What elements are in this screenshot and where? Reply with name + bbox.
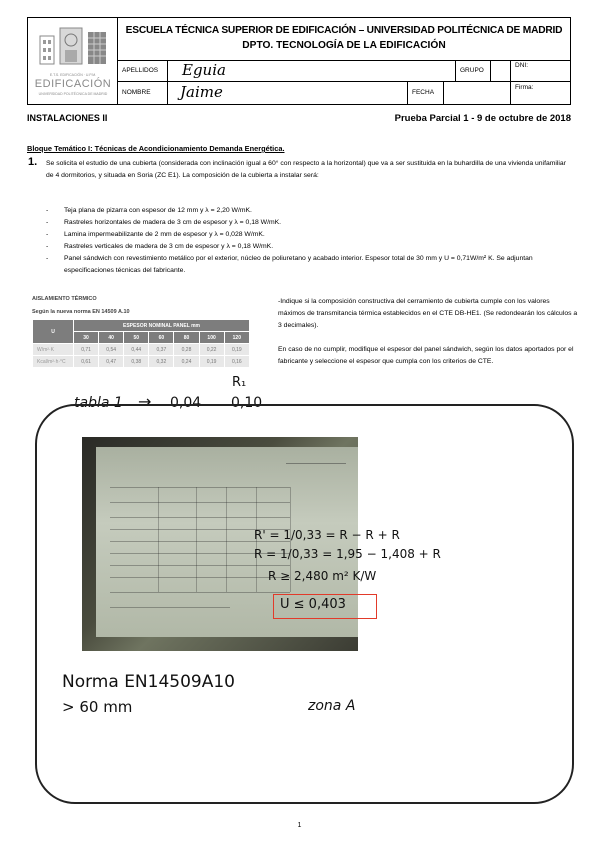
apellidos-field[interactable]	[168, 60, 456, 81]
table-cell: 0,22	[199, 344, 224, 356]
exam-header	[27, 17, 571, 105]
table-u-header: U	[33, 320, 74, 344]
department-title: DPTO. TECNOLOGÍA DE LA EDIFICACIÓN	[242, 40, 446, 51]
school-title: ESCUELA TÉCNICA SUPERIOR DE EDIFICACIÓN – UNIVERSIDAD POLITÉCNICA DE MADRID	[125, 25, 563, 36]
table-row	[33, 344, 250, 356]
handwritten-equation-1: R' = 1/0,33 = R − R + R	[254, 528, 400, 542]
instruction-part-1: -Indique si la composición constructiva del cerramiento de cubierta cumple con los valores máximos de transmitancia térmica establecidos en el CTE DB-HE1. (Se redondearán los cálculos a 3 decimales).	[278, 298, 578, 329]
table-cell: 0,37	[149, 344, 174, 356]
table-cell: 0,24	[174, 356, 199, 368]
logo-caption: E.T.S. EDIFICACIÓN · U.P.M.	[49, 73, 97, 77]
grupo-label: GRUPO	[460, 67, 484, 74]
nombre-value: Jaime	[180, 83, 223, 101]
list-item: - Teja plana de pizarra con espesor de 12 mm y λ = 2,20 W/mK.	[46, 205, 576, 217]
table-cell: 0,19	[199, 356, 224, 368]
question-text: Se solicita el estudio de una cubierta (considerada con inclinación igual a 60° con respecto a la horizontal) que va a ser sustituida en la buhardilla de una vivienda unifamiliar de 4 dormitorios, y situada en Soria (ZC E1). La composición de la cubierta a instalar será:	[46, 160, 566, 179]
nombre-field[interactable]	[168, 82, 408, 104]
fecha-label: FECHA	[412, 89, 435, 96]
instruction-part-2: En caso de no cumplir, modifique el espesor del panel sándwich, según los datos aportados por el fabricante y seleccione el espesor que cumpla con los criterios de CTE.	[278, 346, 574, 365]
header-row-nombre	[118, 82, 570, 104]
table-title: AISLAMIENTO TÉRMICO	[32, 296, 97, 302]
grupo-field[interactable]	[491, 60, 511, 81]
table-col-header: 50	[124, 332, 149, 344]
header-title-area	[118, 18, 570, 61]
page-number: 1	[297, 822, 302, 829]
logo-wordmark: EDIFICACIÓN	[34, 78, 112, 90]
apellidos-label: APELLIDOS	[122, 67, 159, 74]
handwritten-equation-3: R ≥ 2,480 m² K/W	[268, 569, 377, 583]
table-col-header: 40	[99, 332, 124, 344]
nombre-label-cell	[118, 82, 168, 104]
table-col-header: 30	[74, 332, 99, 344]
school-logo	[28, 18, 118, 104]
handwritten-zona: zona A	[308, 698, 356, 714]
firma-field[interactable]	[511, 82, 571, 104]
handwritten-value-1: 0,04	[170, 395, 202, 411]
table-cell: 0,32	[149, 356, 174, 368]
handwritten-answer: U ≤ 0,403	[280, 597, 346, 612]
table-col-header: 120	[224, 332, 249, 344]
apellidos-label-cell	[118, 60, 168, 81]
fecha-label-cell	[408, 82, 444, 104]
handwritten-thickness: > 60 mm	[62, 698, 133, 716]
dni-field[interactable]	[511, 60, 571, 81]
list-item: - Rastreles horizontales de madera de 3 cm de espesor y λ = 0,18 W/mK.	[46, 217, 576, 229]
header-row-apellidos	[118, 60, 570, 82]
handwritten-tabla: tabla 1	[74, 395, 123, 411]
handwritten-r-label: R₁	[232, 375, 247, 390]
table-row	[33, 356, 250, 368]
table-cell: 0,38	[124, 356, 149, 368]
list-item: - Rastreles verticales de madera de 3 cm de espesor y λ = 0,18 W/mK.	[46, 241, 576, 253]
exam-title: Prueba Parcial 1 - 9 de octubre de 2018	[394, 113, 571, 124]
building-logo-icon	[38, 26, 108, 66]
table-col-header: 80	[174, 332, 199, 344]
apellidos-value: Eguia	[182, 61, 226, 79]
grupo-label-cell	[456, 60, 491, 81]
table-row-label: Kcal/m²·h·°C	[33, 356, 74, 368]
table-row-label: W/m²·K	[33, 344, 74, 356]
table-cell: 0,47	[99, 356, 124, 368]
logo-caption-2: UNIVERSIDAD POLITÉCNICA DE MADRID	[38, 92, 108, 96]
nombre-label: NOMBRE	[122, 89, 151, 96]
table-cell: 0,54	[99, 344, 124, 356]
handwritten-arrow: →	[138, 392, 152, 411]
table-cell: 0,61	[74, 356, 99, 368]
fecha-field[interactable]	[444, 82, 511, 104]
subject-title: INSTALACIONES II	[27, 113, 108, 123]
table-cell: 0,16	[224, 356, 249, 368]
table-col-header: 60	[149, 332, 174, 344]
table-cell: 0,44	[124, 344, 149, 356]
table-cell: 0,19	[224, 344, 249, 356]
question-number: 1.	[28, 156, 38, 168]
dni-label: DNI:	[515, 62, 528, 69]
list-item: - Lamina impermeabilizante de 2 mm de espesor y λ = 0,028 W/mK.	[46, 229, 576, 241]
table-thickness-header: ESPESOR NOMINAL PANEL mm	[74, 320, 250, 332]
firma-label: Firma:	[515, 84, 534, 91]
list-item: - Panel sándwich con revestimiento metálico por el exterior, núcleo de poliuretano y acabado interior. Espesor total de 30 mm y U = 0,71W/m² K. Se adjuntan especificaciones técnicas del fabricante.	[46, 253, 576, 277]
table-subtitle: Según la nueva norma EN 14509 A.10	[32, 309, 130, 315]
insulation-table	[32, 319, 250, 368]
handwritten-norma: Norma EN14509A10	[62, 672, 235, 692]
block-title: Bloque Temático I: Técnicas de Acondicionamiento Demanda Energética.	[27, 144, 285, 153]
table-col-header: 100	[199, 332, 224, 344]
handwritten-equation-2: R = 1/0,33 = 1,95 − 1,408 + R	[254, 547, 441, 561]
layers-list	[46, 205, 576, 277]
table-cell: 0,28	[174, 344, 199, 356]
handwritten-value-2: 0,10	[231, 395, 263, 411]
table-cell: 0,71	[74, 344, 99, 356]
